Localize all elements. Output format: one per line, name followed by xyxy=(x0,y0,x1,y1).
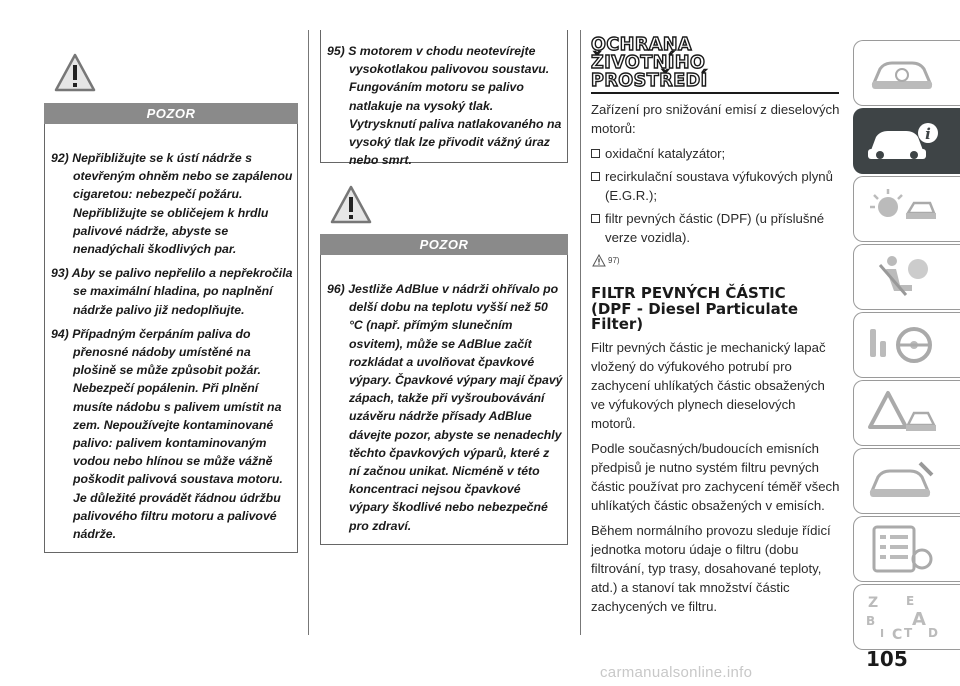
lights-icon xyxy=(862,183,942,235)
title-underline xyxy=(591,92,839,94)
warning-box xyxy=(320,255,568,545)
paragraph: Během normálního provozu sleduje řídicí jednotka motoru údaje o filtru (dobu filtrování, typ trasy, dosahované teploty, atd.) a stanoví tak množství částic zachycených ve filtru. xyxy=(591,523,831,614)
warning-heading: POZOR xyxy=(44,103,298,124)
steering-wheel-icon xyxy=(862,319,942,371)
tab-safety[interactable] xyxy=(853,244,960,310)
watermark: carmanualsonline.info xyxy=(600,664,753,681)
section-body xyxy=(591,100,841,251)
subsection-body xyxy=(591,338,841,622)
tab-emergency[interactable] xyxy=(853,380,960,446)
warning-box xyxy=(44,124,298,553)
warning-item: 93) Aby se palivo nepřelilo a nepřekročila se maximální hladina, po naplnění nádrže palivo již nedoplňujte. xyxy=(51,266,293,317)
intro-text: Zařízení pro snižování emisí z dieselových motorů: xyxy=(591,102,840,136)
svg-text:D: D xyxy=(928,626,938,640)
warning-box-continued xyxy=(320,30,568,168)
warning-triangle-icon xyxy=(330,184,372,226)
technical-data-icon xyxy=(862,523,942,575)
warning-reference: 97) xyxy=(592,254,620,267)
car-maintenance-icon xyxy=(862,455,942,507)
warning-triangle-car-icon xyxy=(862,387,942,439)
list-item: oxidační katalyzátor; xyxy=(591,144,841,163)
page-number: 105 xyxy=(866,647,908,671)
svg-text:Z: Z xyxy=(868,595,879,611)
car-info-icon xyxy=(862,115,942,167)
subsection-title: FILTR PEVNÝCH ČÁSTIC (DPF - Diesel Particulate Filter) xyxy=(591,284,799,333)
tab-index[interactable] xyxy=(853,584,960,650)
car-dashboard-icon xyxy=(862,47,942,99)
seat-airbag-icon xyxy=(862,251,942,303)
tab-maintenance[interactable] xyxy=(853,448,960,514)
svg-text:B: B xyxy=(866,614,876,628)
alphabetical-index-icon xyxy=(862,591,942,643)
svg-text:T: T xyxy=(904,626,913,640)
column-divider xyxy=(308,30,309,635)
tab-driving[interactable] xyxy=(853,312,960,378)
paragraph: Podle současných/budoucích emisních předpisů je nutno systém filtru pevných částic používat pro zachycení téměř všech uhlíkatých částic obsažených v emisích. xyxy=(591,441,840,513)
section-title: OCHRANA ŽIVOTNÍHO PROSTŘEDÍ xyxy=(591,35,708,91)
tab-technical-data[interactable] xyxy=(853,516,960,582)
tab-dashboard[interactable] xyxy=(853,40,960,106)
svg-text:E: E xyxy=(906,594,915,608)
column-divider xyxy=(580,30,581,635)
tab-lights[interactable] xyxy=(853,176,960,242)
svg-text:I: I xyxy=(880,627,885,640)
svg-text:C: C xyxy=(892,627,903,643)
svg-text:A: A xyxy=(912,609,926,630)
warning-triangle-icon xyxy=(54,52,96,94)
warning-item: 94) Případným čerpáním paliva do přenosné nádoby umístěné na plošině se může způsobit požár. Nebezpečí popálenin. Při plnění musíte nádobu s palivem umístit na zem. Nepoužívejte kontaminované palivo: palivem kontaminovaným vodou nebo hlínou se může vážně poškodit palivová soustava motoru. Je důležité provádět řádnou údržbu palivového filtru motoru a palivové nádrže. xyxy=(51,326,283,542)
warning-item: 96) Jestliže AdBlue v nádrži ohřívalo po delší dobu na teplotu vyšší než 50 °C (např. přímým slunečním osvitem), může se AdBlue začít rozkládat a uvolňovat čpavkové výpary. Čpavkové výpary mají čpavý zápach, takže při vyšroubovávání uzávěru nádrže přísady AdBlue dávejte pozor, abyste se nenadechly těchto čpavkových výparů, které z ní začnou unikat. Nicméně v této koncentraci nejsou čpavkové výpary škodlivé nebo nebezpečné pro zdraví. xyxy=(327,282,563,533)
warning-small-icon xyxy=(592,254,606,267)
paragraph: Filtr pevných částic je mechanický lapač vložený do výfukového potrubí pro zachycení uhlíkatých částic obsažených ve výfukových plynech dieselových motorů. xyxy=(591,340,826,431)
list-item: recirkulační soustava výfukových plynů (E.G.R.); xyxy=(591,167,841,205)
warning-item: 92) Nepřibližujte se k ústí nádrže s otevřeným ohněm nebo se zapálenou cigaretou: nebezpečí požáru. Nepřibližujte se obličejem k hrdlu palivové nádrže, abyste se nenadýchali škodlivých par. xyxy=(51,151,293,257)
list-item: filtr pevných částic (DPF) (u příslušné verze vozidla). xyxy=(591,209,841,247)
warning-heading: POZOR xyxy=(320,234,568,255)
tab-know-your-car[interactable] xyxy=(853,108,960,174)
svg-text:i: i xyxy=(925,125,931,143)
warning-item: 95) S motorem v chodu neotevírejte vysokotlakou palivovou soustavu. Fungováním motoru se palivo natlakuje na vysoký tlak. Vytrysknutí paliva natlakovaného na vysoký tlak lze přivodit vážný úraz nebo smrt. xyxy=(327,44,562,168)
